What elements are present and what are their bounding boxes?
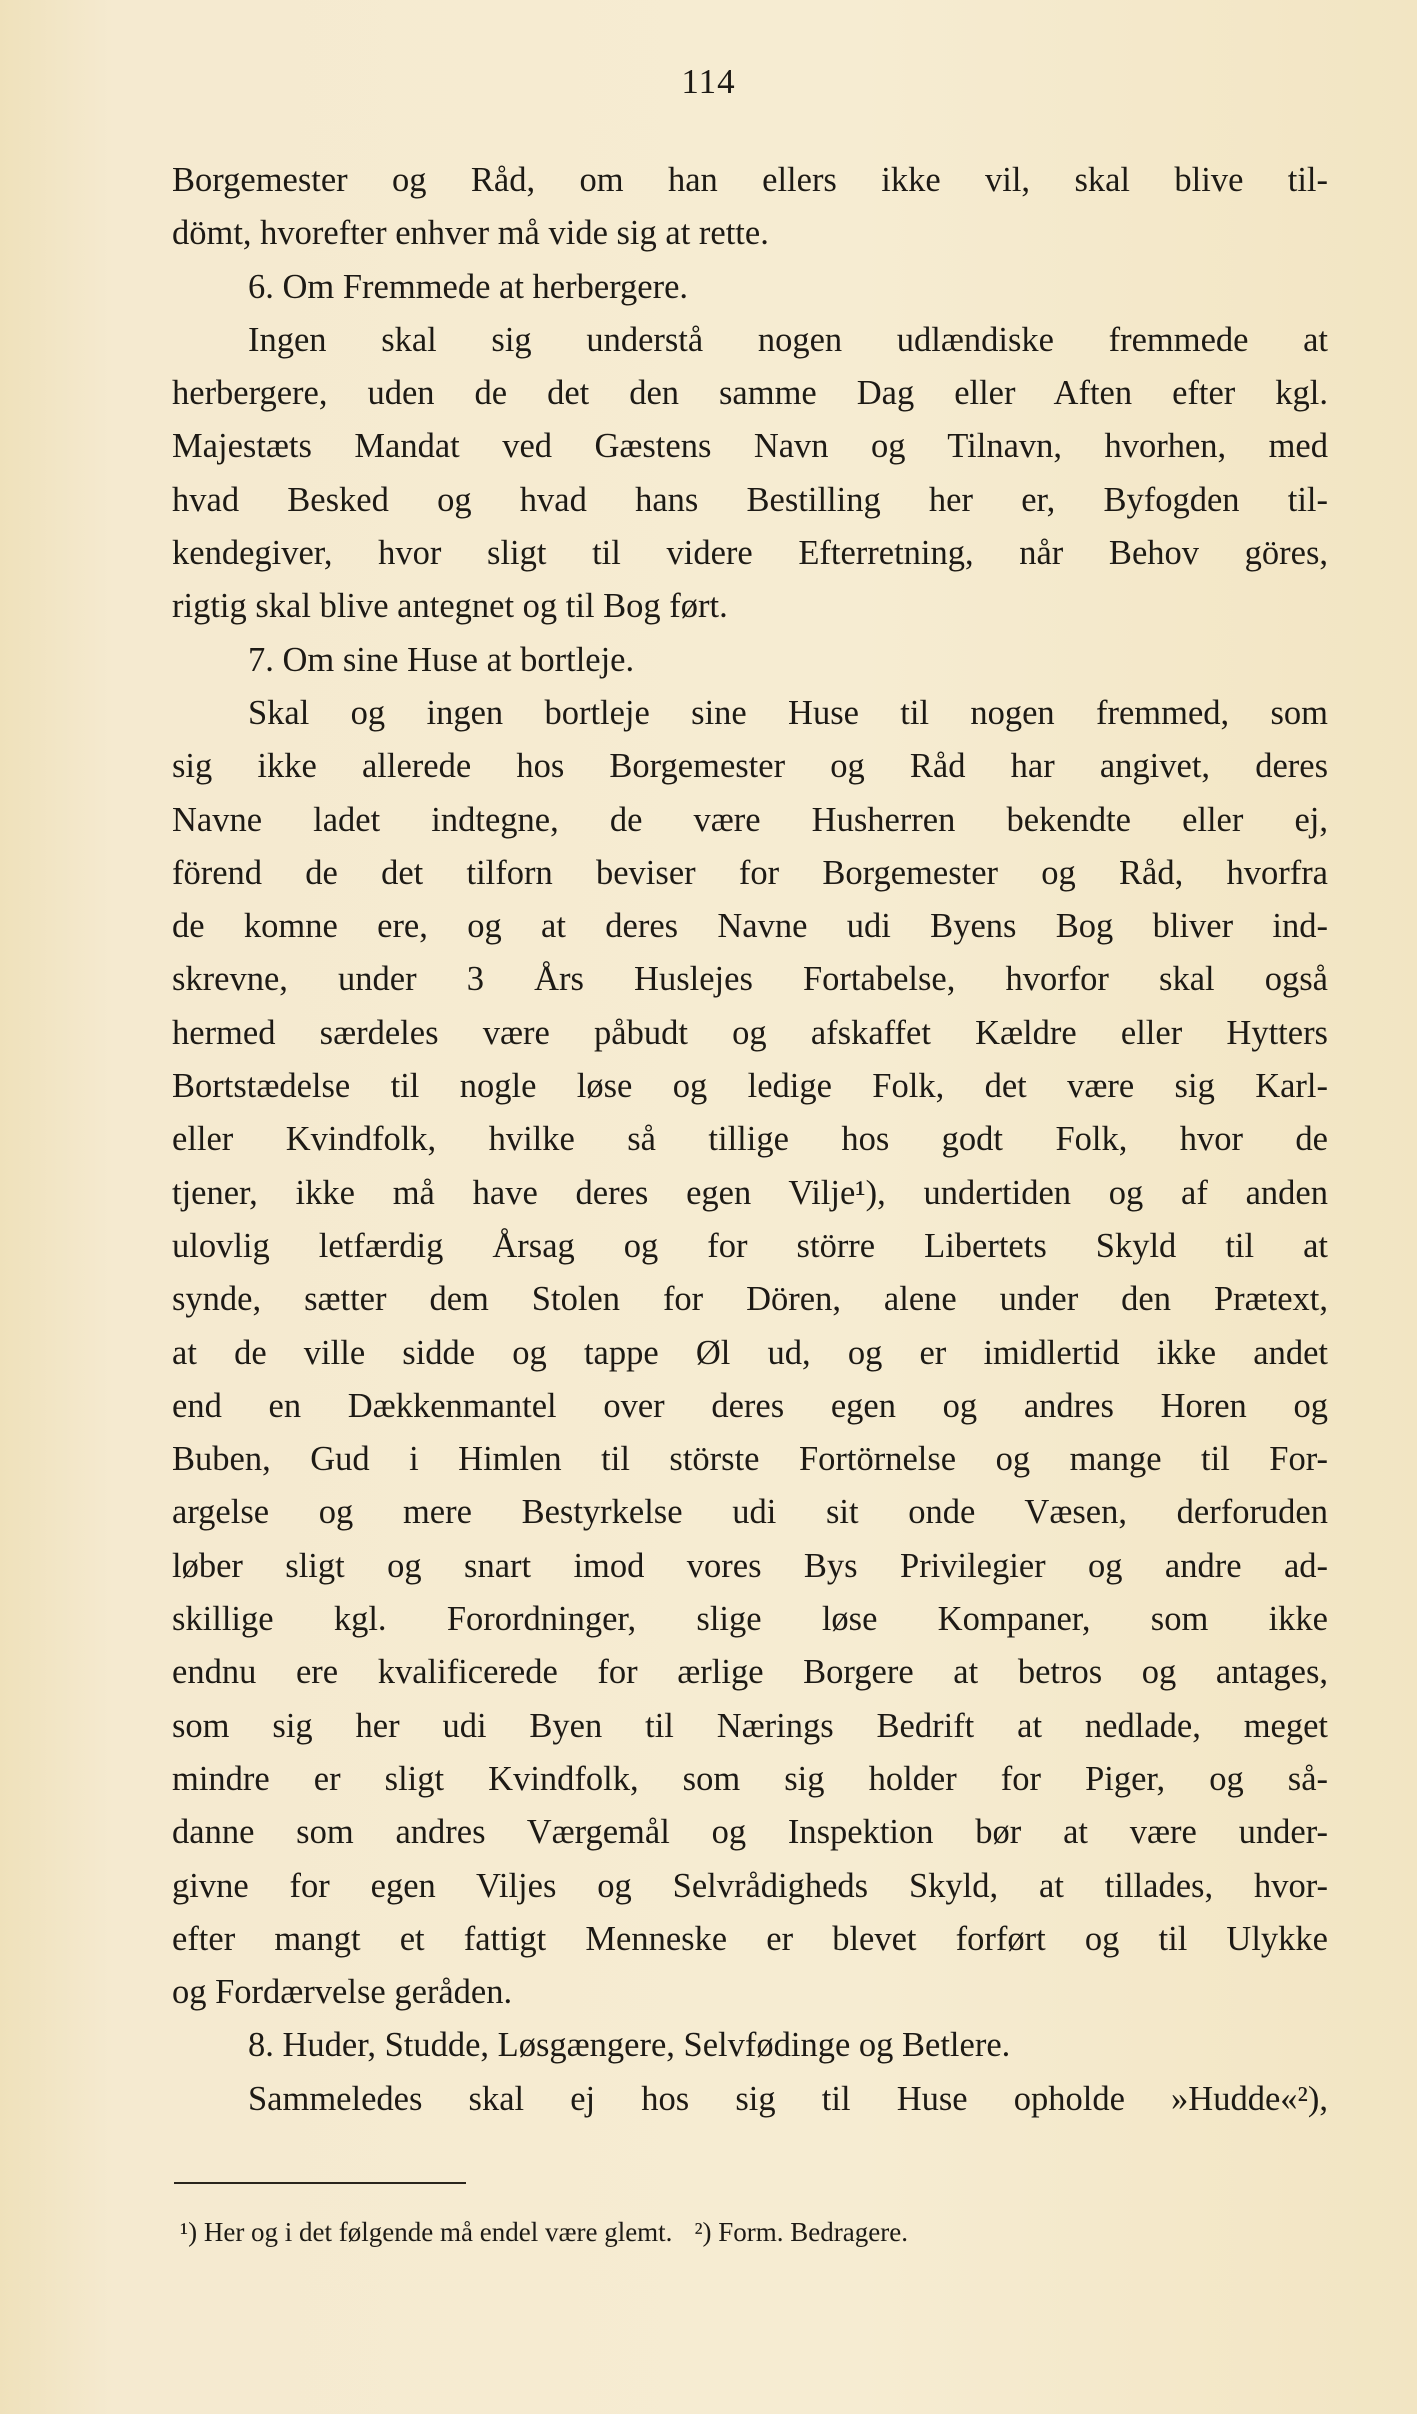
text-line: skillige kgl. Forordninger, slige løse Kompaner, som ikke (172, 1600, 1328, 1639)
page-number: 114 (681, 62, 736, 101)
text-line: skrevne, under 3 Års Huslejes Fortabelse, hvorfor skal også (172, 960, 1328, 999)
text-line: rigtig skal blive antegnet og til Bog ført. (172, 587, 728, 626)
text-line: givne for egen Viljes og Selvrådigheds Skyld, at tillades, hvor- (172, 1866, 1328, 1905)
text-line: synde, sætter dem Stolen for Dören, alene under den Prætext, (172, 1280, 1328, 1319)
footnote: ¹) Her og i det følgende må endel være glemt. (180, 2217, 673, 2247)
text-line: eller Kvindfolk, hvilke så tillige hos godt Folk, hvor de (172, 1120, 1328, 1159)
text-line: ulovlig letfærdig Årsag og for större Libertets Skyld til at (172, 1226, 1328, 1265)
text-line: Borgemester og Råd, om han ellers ikke vil, skal blive til- (172, 161, 1328, 199)
body-text (172, 154, 1328, 2126)
text-line: kendegiver, hvor sligt til videre Efterretning, når Behov göres, (172, 534, 1328, 573)
text-line: efter mangt et fattigt Menneske er blevet forført og til Ulykke (172, 1919, 1328, 1958)
text-line: løber sligt og snart imod vores Bys Privilegier og andre ad- (172, 1546, 1328, 1585)
text-line: argelse og mere Bestyrkelse udi sit onde Væsen, derforuden (172, 1493, 1328, 1532)
text-line: Ingen skal sig understå nogen udlændiske fremmede at (248, 320, 1328, 359)
text-line: Navne ladet indtegne, de være Husherren bekendte eller ej, (172, 800, 1328, 839)
footnotes (180, 2212, 1300, 2252)
text-line: 6. Om Fremmede at herbergere. (248, 267, 689, 306)
text-line: 8. Huder, Studde, Løsgængere, Selvfødinge og Betlere. (248, 2026, 1011, 2065)
text-line: dömt, hvorefter enhver må vide sig at rette. (172, 214, 769, 253)
text-line: Skal og ingen bortleje sine Huse til nogen fremmed, som (248, 693, 1328, 732)
text-line: mindre er sligt Kvindfolk, som sig holder for Piger, og så- (172, 1759, 1328, 1798)
text-line: 7. Om sine Huse at bortleje. (248, 640, 635, 679)
text-line: end en Dækkenmantel over deres egen og andres Horen og (172, 1386, 1328, 1425)
text-line: som sig her udi Byen til Nærings Bedrift at nedlade, meget (172, 1706, 1328, 1745)
text-line: sig ikke allerede hos Borgemester og Råd har angivet, deres (172, 747, 1328, 786)
text-line: förend de det tilforn beviser for Borgemester og Råd, hvorfra (172, 853, 1328, 892)
text-line: herbergere, uden de det den samme Dag eller Aften efter kgl. (172, 374, 1328, 413)
text-line: de komne ere, og at deres Navne udi Byens Bog bliver ind- (172, 907, 1328, 946)
text-line: tjener, ikke må have deres egen Vilje¹), undertiden og af anden (172, 1173, 1328, 1212)
footnote: ²) Form. Bedragere. (694, 2217, 908, 2247)
text-line: danne som andres Værgemål og Inspektion bør at være under- (172, 1813, 1328, 1852)
text-line: Majestæts Mandat ved Gæstens Navn og Tilnavn, hvorhen, med (172, 427, 1328, 466)
text-line: Buben, Gud i Himlen til störste Fortörnelse og mange til For- (172, 1440, 1328, 1479)
text-line: at de ville sidde og tappe Øl ud, og er imidlertid ikke andet (172, 1333, 1328, 1372)
text-line: Sammeledes skal ej hos sig til Huse opholde »Hudde«²), (248, 2079, 1328, 2118)
text-line: og Fordærvelse geråden. (172, 1973, 513, 2012)
text-line: hermed særdeles være påbudt og afskaffet Kældre eller Hytters (172, 1013, 1328, 1052)
text-line: endnu ere kvalificerede for ærlige Borgere at betros og antages, (172, 1653, 1328, 1692)
text-line: Bortstædelse til nogle løse og ledige Folk, det være sig Karl- (172, 1067, 1328, 1106)
footnote-divider (174, 2182, 466, 2184)
text-line: hvad Besked og hvad hans Bestilling her er, Byfogden til- (172, 480, 1328, 519)
